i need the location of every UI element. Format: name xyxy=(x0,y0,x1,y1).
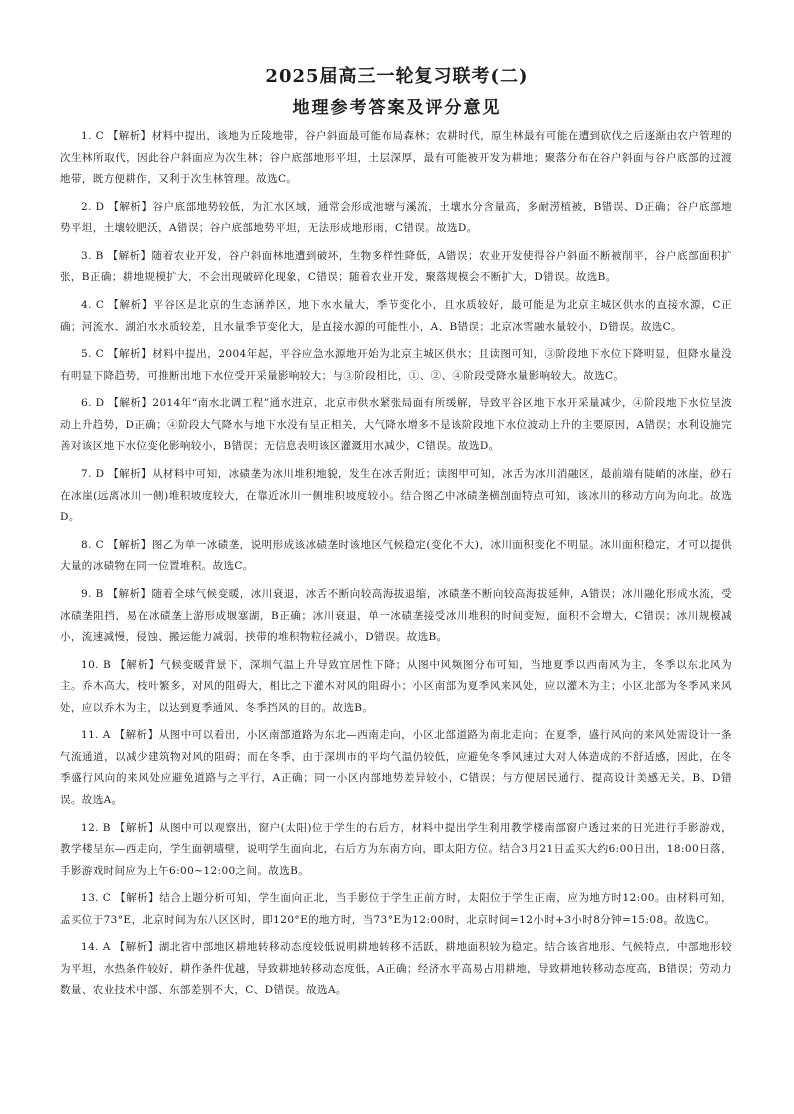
answer-item-2: 2. D 【解析】谷户底部地势较低，为汇水区域，通常会形成池塘与溪流，土壤水分含量高，多耐涝植被，B错误、D正确；谷户底部地势平坦，土壤较肥沃，A错误；谷户底部地势平坦，无法形成地形雨，C错误。故选D。 xyxy=(60,200,732,235)
answer-item-8: 8. C 【解析】图乙为单一冰碛垄，说明形成该冰碛垄时该地区气候稳定(变化不大)，冰川面积变化不明显。冰川面积稳定，才可以提供大量的冰碛物在同一位置堆积。故选C。 xyxy=(60,538,732,573)
answer-item-4: 4. C 【解析】平谷区是北京的生态涵养区，地下水水量大，季节变化小，且水质较好，最可能是为北京主城区供水的直接水源，C正确；河流水、湖泊水水质较差，且水量季节变化大，是直接水源的可能性小，A、B错误；北京冰雪融水量较小，D错误。故选C。 xyxy=(60,299,732,333)
answer-item-3: 3. B 【解析】随着农业开发，谷户斜面林地遭到破坏，生物多样性降低，A错误；农业开发使得谷户斜面不断被削平，谷户底部面积扩张，B正确；耕地规模扩大，不会出现破碎化现象，C错误；随着农业开发，聚落规模会不断扩大，D错误。故选B。 xyxy=(60,249,732,284)
answer-item-13: 13. C 【解析】结合上题分析可知，学生面向正北，当手影位于学生正前方时，太阳位于学生正南，应为地方时12:00。由材料可知，孟买位于73°E，北京时间为东八区区时，即120°E的地方时，当73°E为12:00时，北京时间=12小时+3小时8分钟=15:08。故选C。 xyxy=(60,892,732,926)
document-subtitle: 地理参考答案及评分意见 xyxy=(292,98,502,118)
answer-item-6: 6. D 【解析】2014年“南水北调工程”通水进京，北京市供水紧张局面有所缓解，导致平谷区地下水开采量减少，④阶段地下水位呈波动上升趋势，D正确；④阶段大气降水与地下水没有呈正相关，大气降水增多不是该阶段地下水位波动上升的主要原因，A错误；水利设施完善对该区地下水位变化影响较小，B错误；无信息表明该区灌溉用水减少，C错误。故选D。 xyxy=(60,397,732,453)
document-title: 2025届高三一轮复习联考(二) xyxy=(265,66,529,87)
answer-item-11: 11. A 【解析】从图中可以看出，小区南部道路为东北—西南走向，小区北部道路为南北走向；在夏季，盛行风向的来风处需设计一条气流通道，以减少建筑物对风的阻碍；而在冬季，由于深圳市的平均气温仍较低，应避免冬季风速过大对人体造成的不舒适感，因此，在冬季盛行风向的来风处应避免道路与之平行，A正确；同一小区内部地势差异较小，C错误；与方便居民通行、提高设计美感无关，B、D错误。故选A。 xyxy=(60,729,732,806)
answer-item-7: 7. D 【解析】从材料中可知，冰碛垄为冰川堆积地貌，发生在冰舌附近；读图甲可知，冰舌为冰川消融区，最前端有陡峭的冰崖，砂石在冰崖(远离冰川一侧)堆积坡度较大，在靠近冰川一侧堆积坡度较小。结合图乙中冰碛垄横剖面特点可知，该冰川的移动方向为向北。故选D。 xyxy=(60,468,732,524)
answer-item-12: 12. B 【解析】从图中可以观察出，窗户(太阳)位于学生的右后方，材料中提出学生利用教学楼南部窗户透过来的日光进行手影游戏，教学楼呈东—西走向，学生面朝墙壁，说明学生面向北，右后方为东南方向，即太阳方位。结合3月21日孟买大约6:00日出，18:00日落，手影游戏时间应为上午6:00~12:00之间。故选B。 xyxy=(60,821,732,877)
answer-list xyxy=(60,126,732,1008)
answer-item-14: 14. A 【解析】湖北省中部地区耕地转移动态度较低说明耕地转移不活跃，耕地面积较为稳定。结合该省地形、气候特点，中部地形较为平坦，水热条件较好，耕作条件优越，导致耕地转移动态度低，A正确；经济水平高易占用耕地，导致耕地转移动态度高，B错误；劳动力数量、农业技术中部、东部差别不大，C、D错误。故选A。 xyxy=(60,941,732,997)
answer-item-5: 5. C 【解析】材料中提出，2004年起，平谷应急水源地开始为北京主城区供水；且读图可知，③阶段地下水位下降明显，但降水量没有明显下降趋势，可推断出地下水位受开采量影响较大；与③阶段相比，①、②、④阶段受降水量影响较大。故选C。 xyxy=(60,348,732,382)
answer-item-10: 10. B 【解析】气候变暖背景下，深圳气温上升导致宜居性下降；从图中风频图分布可知，当地夏季以西南风为主，冬季以东北风为主。乔木高大，枝叶繁多，对风的阻碍大，相比之下灌木对风的阻碍小；小区南部为夏季风来风处，应以灌木为主；小区北部为冬季风来风处，应以乔木为主，以达到夏季通风、冬季挡风的目的。故选B。 xyxy=(60,658,732,714)
answer-item-9: 9. B 【解析】随着全球气候变暖，冰川衰退，冰舌不断向较高海拔退缩，冰碛垄不断向较高海拔延伸，A错误；冰川融化形成水流，受冰碛垄阻挡，易在冰碛垄上游形成堰塞湖，B正确；冰川衰退，单一冰碛垄接受冰川堆积的时间变短，面积不会增大，C错误；冰川规模减小，流速减慢，侵蚀、搬运能力减弱，挟带的堆积物粒径减小，D错误。故选B。 xyxy=(60,588,732,643)
answer-item-1: 1. C 【解析】材料中提出，该地为丘陵地带，谷户斜面最可能布局森林；农耕时代，原生林最有可能在遭到砍伐之后逐渐由农户管理的次生林所取代，因此谷户斜面应为次生林；谷户底部地形平坦，土层深厚，最有可能被开发为耕地；聚落分布在谷户斜面与谷户底部的过渡地带，既方便耕作，又利于次生林管理。故选C。 xyxy=(60,130,732,185)
